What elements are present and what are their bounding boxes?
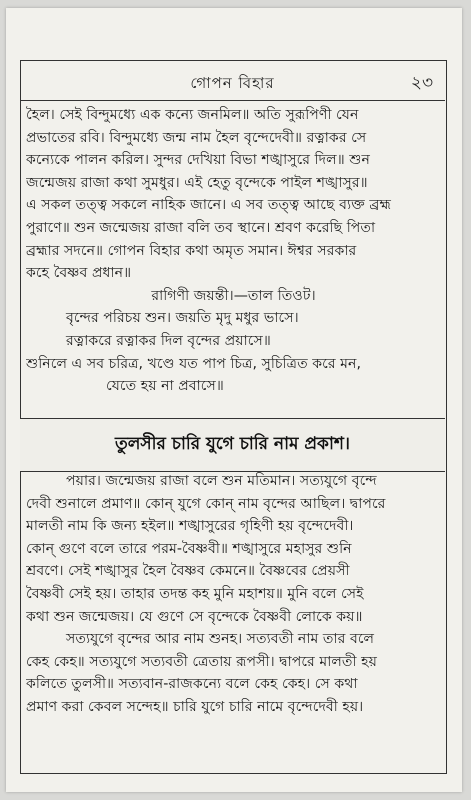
- header-title: গোপন বিহার: [190, 74, 275, 92]
- running-header: [20, 64, 445, 101]
- raga-line: রাগিণী জয়ন্তী।—তাল তিওট।: [151, 287, 316, 304]
- text-line: কলিতে তুলসী॥ সত্যবান-রাজকন্যে বলে কেহ কেহ। সে কথা: [26, 676, 358, 693]
- book-page: [6, 8, 462, 792]
- text-line: সত্যযুগে বৃন্দের আর নাম শুনহ। সত্যবতী নাম তার বলে: [66, 631, 375, 648]
- text-line: প্রভাতের রবি। বিন্দুমধ্যে জন্ম নাম হৈল বৃন্দেদেবী॥ রত্নাকর সে: [26, 129, 367, 146]
- text-line: পুরাণে॥ শুন জন্মেজয় রাজা বলি তব স্থানে। শ্রবণ করেছি পিতা: [26, 219, 376, 236]
- text-line: পয়ার। জন্মেজয় রাজা বলে শুন মতিমান। সত্যযুগে বৃন্দে: [66, 473, 377, 489]
- text-line: ব্রহ্মার সদনে॥ গোপন বিহার কথা অমৃত সমান। ঈশ্বর সরকার: [26, 242, 357, 259]
- text-line: মালতী নাম কি জন্য হইল॥ শঙ্খাসুরের গৃহিণী হয় বৃন্দেদেবী।: [26, 518, 354, 535]
- verse-line: যেতে হয় না প্রবাসে॥: [106, 378, 224, 395]
- text-line: দেবী শুনালে প্রমাণ॥ কোন্ যুগে কোন্ নাম বৃন্দের আছিল। দ্বাপরে: [26, 495, 386, 512]
- chapter-heading: তুলসীর চারি যুগে চারি নাম প্রকাশ।: [20, 418, 445, 472]
- text-line: বৈষ্ণবী সেই হয়। তাহার তদন্ত কহ মুনি মহাশয়॥ মুনি বলে সেই: [26, 585, 364, 602]
- text-line: শ্রবণে। সেই শঙ্খাসুর হৈল বৈষ্ণব কেমনে॥ বৈষ্ণবের প্রেয়সী: [26, 563, 350, 580]
- text-line: প্রমাণ করা কেবল সন্দেহ॥ চারি যুগে চারি নামে বৃন্দেদেবী হয়।: [26, 698, 364, 715]
- text-line: কন্যেকে পালন করিল। সুন্দর দেখিয়া বিভা শঙ্খাসুরে দিল॥ শুন: [26, 152, 370, 169]
- section-2-text: [26, 470, 441, 719]
- verse-line: রত্নাকরে রত্নাকর দিল বৃন্দের প্রয়াসে॥: [66, 332, 271, 349]
- text-line: হৈল। সেই বিন্দুমধ্যে এক কন্যে জনমিল॥ অতি সুরূপিণী যেন: [26, 107, 359, 123]
- text-line: কহে বৈষ্ণব প্রধান॥: [26, 265, 132, 282]
- text-line: কথা শুন জন্মেজয়। যে গুণে সে বৃন্দেকে বৈষ্ণবী লোকে কয়॥: [26, 608, 363, 625]
- text-line: কেহ কেহ॥ সত্যযুগে সত্যবতী ত্রেতায় রূপসী। দ্বাপরে মালতী হয়: [26, 653, 377, 670]
- section-1-text: [26, 104, 441, 398]
- verse-line: শুনিলে এ সব চরিত্র, খণ্ডে যত পাপ চিত্র, সুচিত্রিত করে মন,: [26, 355, 362, 372]
- text-line: এ সকল তত্ত্ব সকলে নাহিক জানে। এ সব তত্ত্ব আছে ব্যক্ত ব্রহ্ম: [26, 197, 391, 214]
- page-number: ২৩: [410, 73, 433, 93]
- text-line: জন্মেজয় রাজা কথা সুমধুর। এই হেতু বৃন্দেকে পাইল শঙ্খাসুর॥: [26, 174, 368, 191]
- text-line: কোন্ গুণে বলে তারে পরম-বৈষ্ণবী॥ শঙ্খাসুরে মহাসুর শুনি: [26, 540, 352, 557]
- verse-line: বৃন্দের পরিচয় শুন। জয়তি মৃদু মধুর ভাসে।: [66, 310, 299, 327]
